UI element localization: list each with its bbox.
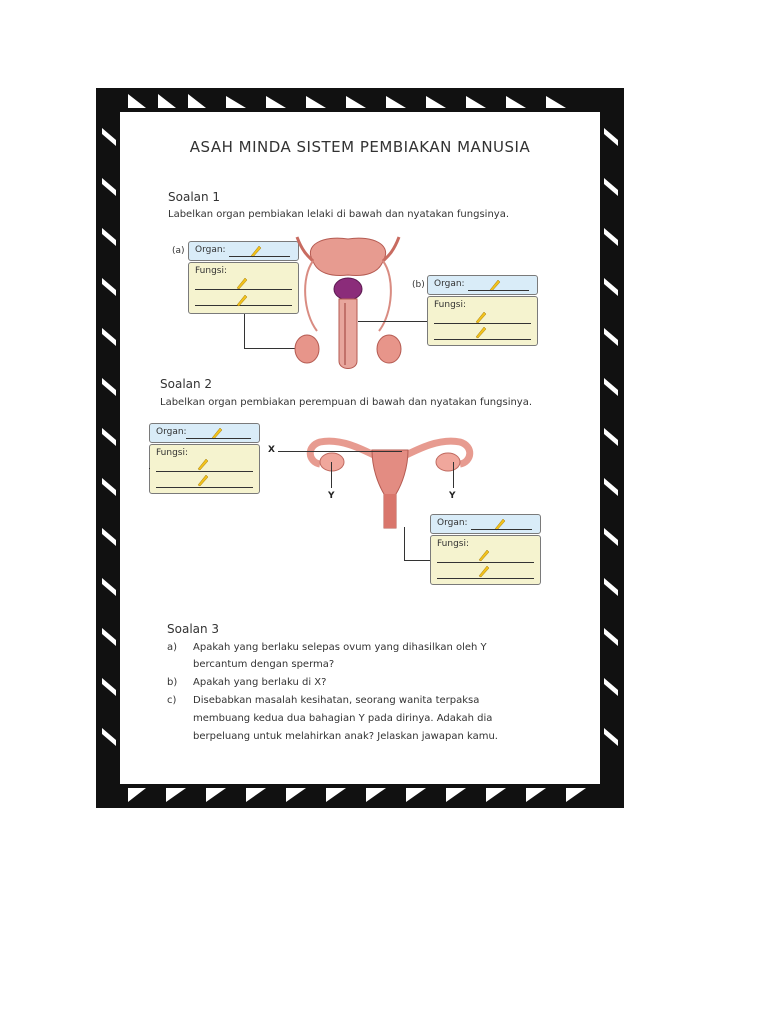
fungsi-label: Fungsi: (434, 300, 467, 310)
organ-label: Organ: (156, 427, 187, 437)
pencil-icon (474, 310, 488, 324)
organ-field-c[interactable] (149, 423, 260, 443)
answer-line (156, 487, 253, 488)
connector-line (404, 560, 430, 561)
answer-line (468, 290, 529, 291)
male-reproductive-organ-image (283, 233, 413, 375)
fungsi-field-b[interactable] (427, 296, 538, 346)
connector-line (331, 462, 332, 488)
soalan3-item-c-line3: berpeluang untuk melahirkan anak? Jelaskan jawapan kamu. (193, 731, 498, 742)
soalan1-heading: Soalan 1 (168, 190, 221, 204)
answer-line (229, 256, 290, 257)
label-b: (b) (412, 280, 425, 290)
answer-line (186, 438, 251, 439)
label-a: (a) (172, 246, 185, 256)
connector-line (278, 451, 402, 452)
pencil-icon (477, 564, 491, 578)
soalan2-heading: Soalan 2 (160, 377, 213, 391)
marker-y-right: Y (449, 491, 456, 501)
connector-line (404, 527, 405, 560)
pencil-icon (196, 457, 210, 471)
pencil-icon (235, 293, 249, 307)
soalan3-item-a-label: a) (167, 642, 178, 653)
pencil-icon (196, 473, 210, 487)
soalan3-item-c-label: c) (167, 695, 177, 706)
soalan3-item-b-line1: Apakah yang berlaku di X? (193, 677, 327, 688)
answer-line (434, 339, 531, 340)
soalan3-item-a-line1: Apakah yang berlaku selepas ovum yang dihasilkan oleh Y (193, 642, 487, 653)
connector-line (244, 314, 245, 348)
soalan3-item-a-line2: bercantum dengan sperma? (193, 659, 335, 670)
connector-line (453, 462, 454, 488)
organ-label: Organ: (434, 279, 465, 289)
pencil-icon (235, 276, 249, 290)
page-title: ASAH MINDA SISTEM PEMBIAKAN MANUSIA (189, 138, 531, 156)
fungsi-label: Fungsi: (437, 539, 470, 549)
soalan3-item-c-line2: membuang kedua dua bahagian Y pada dirinya. Adakah dia (193, 713, 493, 724)
fungsi-label: Fungsi: (156, 448, 189, 458)
marker-x: X (268, 445, 275, 455)
answer-line (437, 562, 534, 563)
pencil-icon (474, 325, 488, 339)
soalan3-item-c-line1: Disebabkan masalah kesihatan, seorang wanita terpaksa (193, 695, 480, 706)
answer-line (437, 578, 534, 579)
fungsi-label: Fungsi: (195, 266, 228, 276)
fungsi-field-c[interactable] (149, 444, 260, 494)
organ-field-b[interactable] (427, 275, 538, 295)
marker-y-left: Y (328, 491, 335, 501)
connector-line (149, 468, 150, 469)
soalan1-text: Labelkan organ pembiakan lelaki di bawah dan nyatakan fungsinya. (168, 209, 510, 220)
organ-label: Organ: (195, 245, 226, 255)
fungsi-field-d[interactable] (430, 535, 541, 585)
connector-line (358, 321, 427, 322)
pencil-icon (477, 548, 491, 562)
answer-line (471, 529, 532, 530)
soalan2-text: Labelkan organ pembiakan perempuan di bawah dan nyatakan fungsinya. (160, 397, 533, 408)
answer-line (156, 471, 253, 472)
soalan3-heading: Soalan 3 (167, 622, 220, 636)
organ-field-d[interactable] (430, 514, 541, 534)
organ-label: Organ: (437, 518, 468, 528)
soalan3-item-b-label: b) (167, 677, 178, 688)
